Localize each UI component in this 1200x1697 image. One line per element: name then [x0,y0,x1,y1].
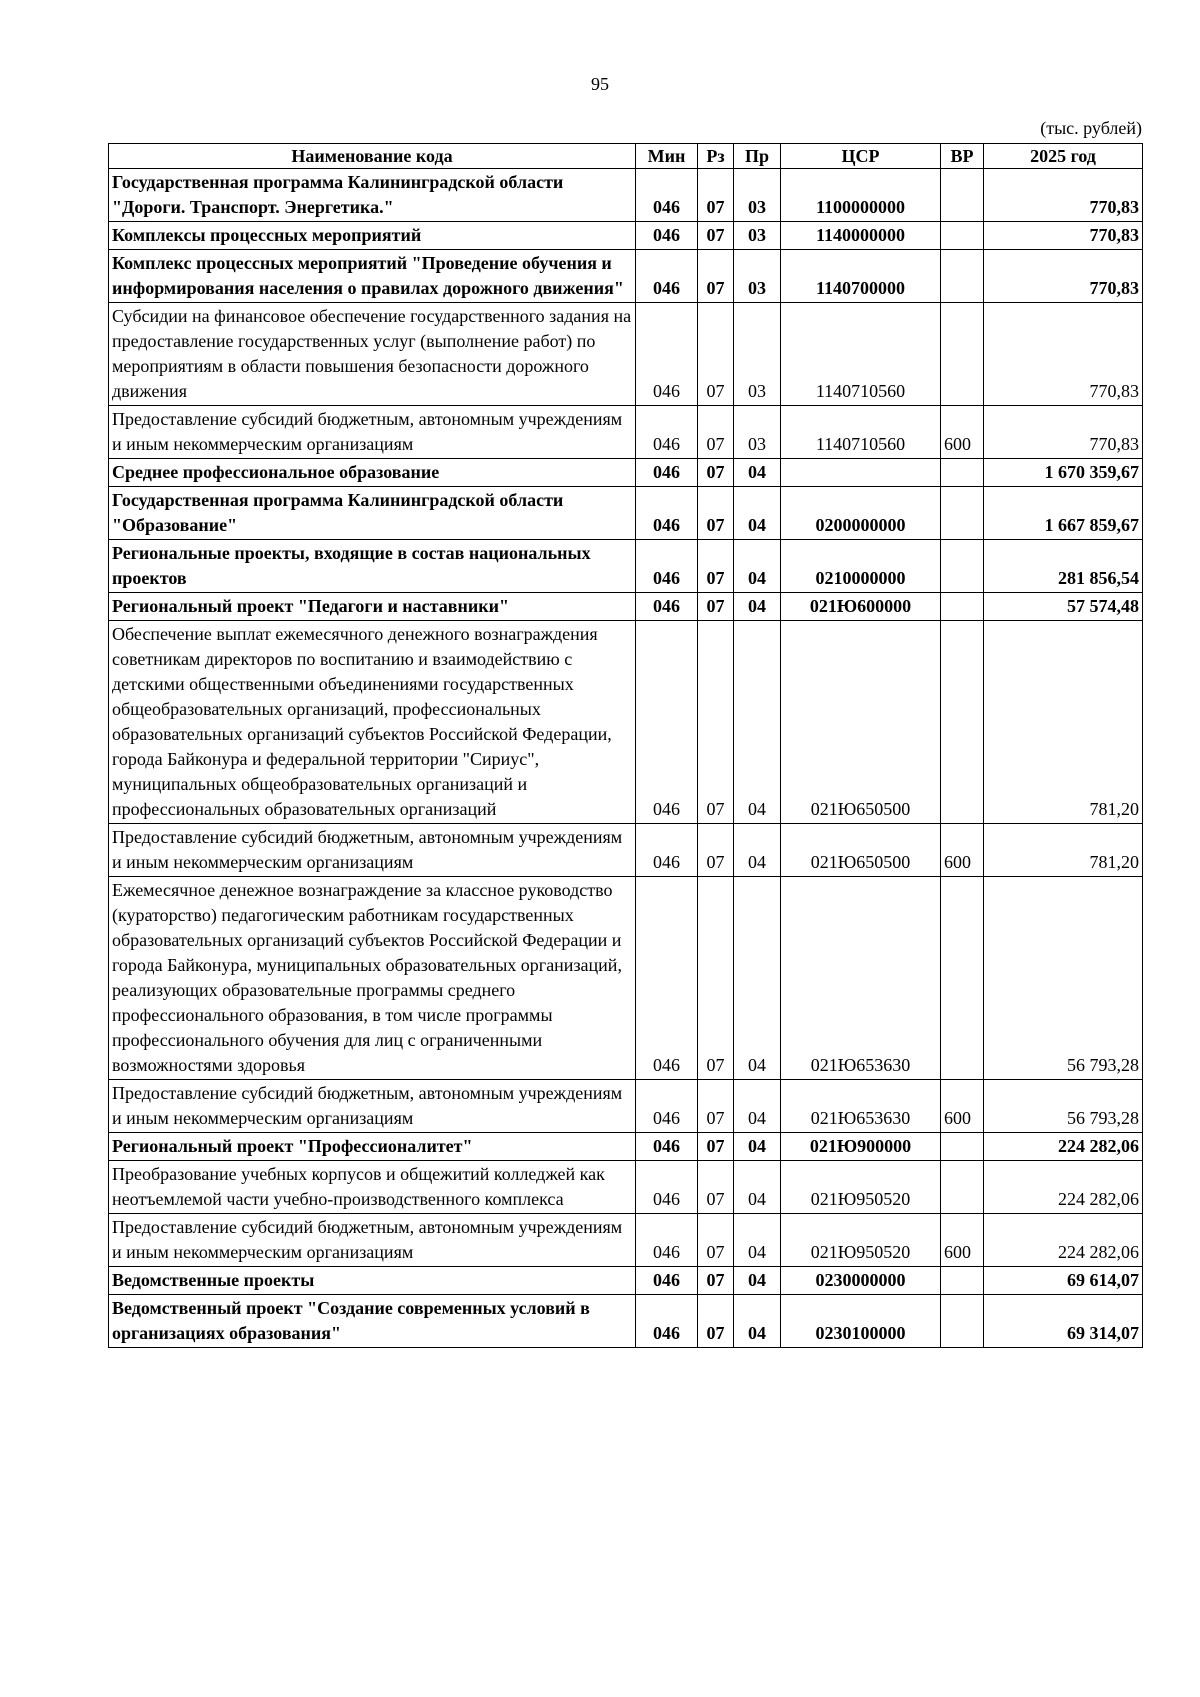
cell-amount: 781,20 [984,824,1143,877]
cell-pr: 04 [734,1295,781,1348]
table-row [109,222,1143,250]
cell-pr: 03 [734,406,781,459]
cell-csr: 1140000000 [781,222,941,250]
cell-name: Субсидии на финансовое обеспечение государственного задания на предоставление государственных услуг (выполнение работ) по мероприятиям в области повышения безопасности дорожного движения [109,303,636,406]
cell-pr: 04 [734,621,781,824]
header-pr: Пр [734,144,781,169]
cell-csr: 021Ю600000 [781,593,941,621]
table-row [109,303,1143,406]
table-row [109,250,1143,303]
cell-csr: 0210000000 [781,540,941,593]
table-header-row [109,144,1143,169]
cell-csr: 1140710560 [781,303,941,406]
cell-name: Предоставление субсидий бюджетным, автономным учреждениям и иным некоммерческим организациям [109,824,636,877]
cell-rz: 07 [698,593,734,621]
cell-min: 046 [636,250,698,303]
cell-amount: 69 614,07 [984,1267,1143,1295]
table-row [109,1133,1143,1161]
cell-vr [941,540,984,593]
cell-pr: 03 [734,222,781,250]
cell-pr: 04 [734,459,781,487]
cell-min: 046 [636,459,698,487]
table-row [109,459,1143,487]
cell-min: 046 [636,1267,698,1295]
cell-rz: 07 [698,303,734,406]
cell-min: 046 [636,222,698,250]
table-row [109,621,1143,824]
cell-min: 046 [636,1080,698,1133]
cell-csr: 1100000000 [781,169,941,222]
cell-min: 046 [636,1133,698,1161]
cell-vr [941,1267,984,1295]
cell-min: 046 [636,1214,698,1267]
cell-amount: 224 282,06 [984,1133,1143,1161]
table-row [109,1295,1143,1348]
cell-min: 046 [636,621,698,824]
cell-csr: 1140700000 [781,250,941,303]
cell-amount: 770,83 [984,406,1143,459]
cell-pr: 04 [734,487,781,540]
cell-csr: 1140710560 [781,406,941,459]
cell-vr [941,250,984,303]
cell-name: Комплексы процессных мероприятий [109,222,636,250]
cell-min: 046 [636,824,698,877]
table-row [109,877,1143,1080]
table-row [109,1161,1143,1214]
cell-name: Предоставление субсидий бюджетным, автономным учреждениям и иным некоммерческим организациям [109,1214,636,1267]
cell-min: 046 [636,593,698,621]
cell-vr [941,593,984,621]
cell-rz: 07 [698,877,734,1080]
cell-rz: 07 [698,1214,734,1267]
table-row [109,487,1143,540]
cell-name: Региональный проект "Профессионалитет" [109,1133,636,1161]
cell-csr: 021Ю650500 [781,621,941,824]
cell-vr [941,1133,984,1161]
cell-rz: 07 [698,824,734,877]
budget-table [108,143,1143,1348]
cell-vr [941,877,984,1080]
cell-name: Предоставление субсидий бюджетным, автономным учреждениям и иным некоммерческим организациям [109,1080,636,1133]
header-name: Наименование кода [109,144,636,169]
table-row [109,824,1143,877]
cell-name: Ведомственные проекты [109,1267,636,1295]
cell-min: 046 [636,1295,698,1348]
cell-pr: 04 [734,540,781,593]
cell-csr [781,459,941,487]
cell-pr: 04 [734,1214,781,1267]
cell-amount: 224 282,06 [984,1214,1143,1267]
cell-vr [941,487,984,540]
cell-amount: 281 856,54 [984,540,1143,593]
cell-name: Среднее профессиональное образование [109,459,636,487]
cell-csr: 021Ю650500 [781,824,941,877]
units-label: (тыс. рублей) [1040,118,1142,138]
cell-min: 046 [636,303,698,406]
cell-min: 046 [636,406,698,459]
cell-name: Преобразование учебных корпусов и общежитий колледжей как неотъемлемой части учебно-производственного комплекса [109,1161,636,1214]
cell-rz: 07 [698,406,734,459]
header-year: 2025 год [984,144,1143,169]
cell-amount: 69 314,07 [984,1295,1143,1348]
cell-pr: 04 [734,1080,781,1133]
table-row [109,169,1143,222]
cell-amount: 770,83 [984,303,1143,406]
cell-vr: 600 [941,406,984,459]
header-rz: Рз [698,144,734,169]
header-vr: ВР [941,144,984,169]
cell-min: 046 [636,487,698,540]
cell-pr: 04 [734,1133,781,1161]
table-row [109,1080,1143,1133]
cell-csr: 021Ю653630 [781,877,941,1080]
cell-name: Комплекс процессных мероприятий "Проведение обучения и информирования населения о правилах дорожного движения" [109,250,636,303]
cell-vr: 600 [941,824,984,877]
cell-rz: 07 [698,1133,734,1161]
cell-min: 046 [636,540,698,593]
cell-name: Обеспечение выплат ежемесячного денежного вознаграждения советникам директоров по воспитанию и взаимодействию с детскими общественными объединениями государственных общеобразовательных организаций, профессиональных образовательных организаций субъектов Российской Федерации, города Байконура и федеральной территории "Сириус", муниципальных общеобразовательных организаций и профессиональных образовательных организаций [109,621,636,824]
cell-vr [941,459,984,487]
cell-amount: 781,20 [984,621,1143,824]
table-row [109,540,1143,593]
cell-vr [941,169,984,222]
cell-vr: 600 [941,1214,984,1267]
table-row [109,593,1143,621]
cell-pr: 04 [734,824,781,877]
cell-vr: 600 [941,1080,984,1133]
cell-pr: 03 [734,250,781,303]
cell-rz: 07 [698,1295,734,1348]
cell-pr: 04 [734,1267,781,1295]
cell-rz: 07 [698,1161,734,1214]
table-row [109,1267,1143,1295]
cell-rz: 07 [698,169,734,222]
cell-csr: 021Ю653630 [781,1080,941,1133]
cell-vr [941,1295,984,1348]
table-body [109,169,1143,1348]
cell-min: 046 [636,877,698,1080]
cell-pr: 03 [734,169,781,222]
cell-name: Региональные проекты, входящие в состав национальных проектов [109,540,636,593]
table-row [109,1214,1143,1267]
cell-amount: 56 793,28 [984,877,1143,1080]
cell-amount: 770,83 [984,169,1143,222]
cell-vr [941,1161,984,1214]
cell-csr: 021Ю950520 [781,1214,941,1267]
cell-name: Ежемесячное денежное вознаграждение за классное руководство (кураторство) педагогическим работникам государственных образовательных организаций субъектов Российской Федерации и города Байконура, муниципальных образовательных организаций, реализующих образовательные программы среднего профессионального образования, в том числе программы профессионального обучения для лиц с ограниченными возможностями здоровья [109,877,636,1080]
cell-rz: 07 [698,487,734,540]
cell-vr [941,621,984,824]
cell-amount: 224 282,06 [984,1161,1143,1214]
cell-amount: 56 793,28 [984,1080,1143,1133]
cell-amount: 1 670 359,67 [984,459,1143,487]
cell-amount: 57 574,48 [984,593,1143,621]
cell-name: Государственная программа Калининградской области "Дороги. Транспорт. Энергетика." [109,169,636,222]
cell-csr: 0230000000 [781,1267,941,1295]
header-csr: ЦСР [781,144,941,169]
cell-min: 046 [636,1161,698,1214]
cell-vr [941,303,984,406]
cell-rz: 07 [698,540,734,593]
cell-csr: 021Ю950520 [781,1161,941,1214]
cell-name: Государственная программа Калининградской области "Образование" [109,487,636,540]
cell-rz: 07 [698,222,734,250]
cell-name: Ведомственный проект "Создание современных условий в организациях образования" [109,1295,636,1348]
cell-csr: 0230100000 [781,1295,941,1348]
cell-rz: 07 [698,1080,734,1133]
cell-amount: 770,83 [984,222,1143,250]
cell-rz: 07 [698,459,734,487]
cell-pr: 04 [734,877,781,1080]
cell-pr: 04 [734,593,781,621]
header-min: Мин [636,144,698,169]
cell-csr: 0200000000 [781,487,941,540]
cell-pr: 03 [734,303,781,406]
cell-vr [941,222,984,250]
table-row [109,406,1143,459]
cell-rz: 07 [698,1267,734,1295]
cell-amount: 1 667 859,67 [984,487,1143,540]
page-number: 95 [591,74,609,94]
cell-name: Региональный проект "Педагоги и наставники" [109,593,636,621]
cell-csr: 021Ю900000 [781,1133,941,1161]
cell-min: 046 [636,169,698,222]
cell-rz: 07 [698,250,734,303]
cell-name: Предоставление субсидий бюджетным, автономным учреждениям и иным некоммерческим организациям [109,406,636,459]
cell-amount: 770,83 [984,250,1143,303]
cell-rz: 07 [698,621,734,824]
cell-pr: 04 [734,1161,781,1214]
